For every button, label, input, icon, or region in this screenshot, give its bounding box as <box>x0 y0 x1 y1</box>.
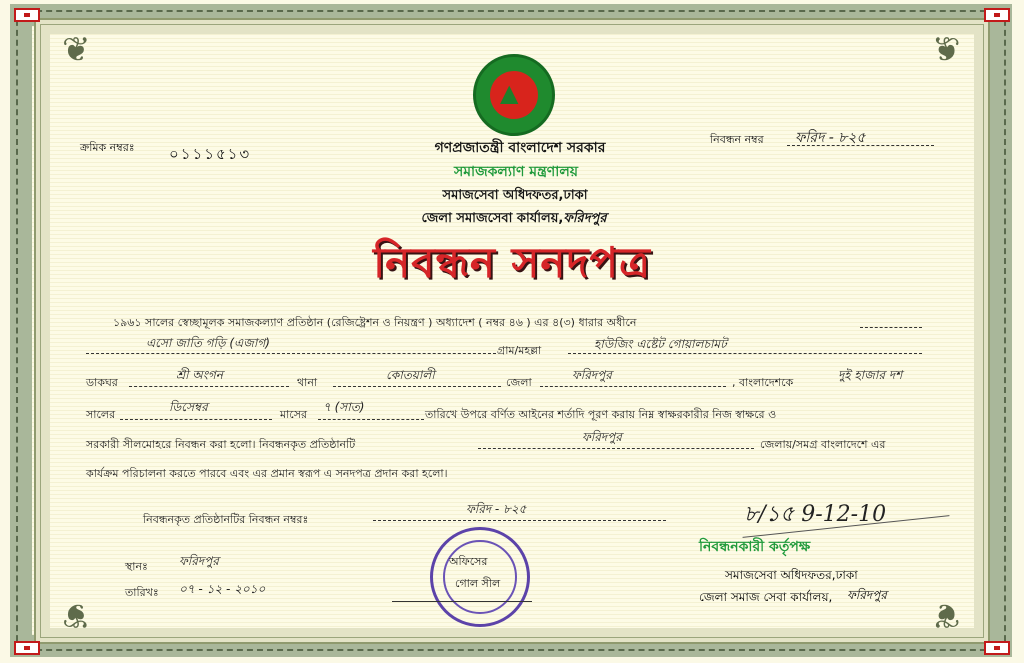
place-value: ফরিদপুর <box>179 554 219 568</box>
body-line-5-tail: জেলায়/সমগ্র বাংলাদেশে এর <box>760 438 886 451</box>
registration-dash-line <box>787 145 934 146</box>
area-value: ফরিদপুর <box>582 430 622 444</box>
corner-box-top-right <box>984 8 1010 22</box>
flourish-top-left-icon: ❦ <box>62 30 91 70</box>
flourish-bottom-left-icon: ❦ <box>62 595 91 635</box>
date-value: ০৭ - ১২ - ২০১০ <box>179 582 266 596</box>
day-value: ৭ (সাত) <box>323 400 365 414</box>
corner-box-bottom-right <box>984 641 1010 655</box>
area-dash <box>478 448 754 449</box>
month-dash <box>120 419 272 420</box>
post-office-label: ডাকঘর <box>86 376 118 389</box>
body-line-1-dash <box>860 327 922 328</box>
authority-district: ফরিদপুর <box>847 588 887 602</box>
authority-title: নিবন্ধনকারী কর্তৃপক্ষ <box>699 539 811 555</box>
village-dash <box>568 353 922 354</box>
district-office-handwritten: ফরিদপুর <box>563 211 607 226</box>
district-office-name <box>421 209 606 230</box>
flourish-bottom-right-icon: ❦ <box>931 595 960 635</box>
year-label: সালের <box>86 408 116 421</box>
footer-registration-label: নিবন্ধনকৃত প্রতিষ্ঠানটির নিবন্ধন নম্বরঃ <box>143 513 309 526</box>
thana-value: কোতয়ালী <box>386 368 435 382</box>
corner-box-top-left <box>14 8 40 22</box>
district-value: ফরিদপুর <box>572 368 612 382</box>
bangladesh-map-icon: ▲ <box>500 79 519 107</box>
authority-office: জেলা সমাজ সেবা কার্যালয়, <box>699 590 833 604</box>
thana-dash <box>333 386 501 387</box>
district-office-label: জেলা সমাজসেবা কার্যালয়, <box>421 211 564 226</box>
post-office-value: শ্রী অংগন <box>176 368 223 382</box>
corner-box-bottom-left <box>14 641 40 655</box>
authority-department: সমাজসেবা অধিদফতর,ঢাকা <box>725 568 858 582</box>
serial-label: ক্রমিক নম্বরঃ <box>80 141 135 154</box>
seal-underline <box>392 601 532 602</box>
government-seal-icon <box>473 54 555 136</box>
registration-label: নিবন্ধন নম্বর <box>710 133 764 146</box>
place-label: স্থানঃ <box>125 560 148 573</box>
country-label: , বাংলাদেশকে <box>732 376 794 389</box>
footer-registration-value: ফরিদ - ৮২৫ <box>466 502 527 516</box>
registration-number: ফরিদ - ৮২৫ <box>795 130 866 146</box>
flourish-top-right-icon: ❦ <box>931 30 960 70</box>
certificate-title: নিবন্ধন সনদপত্র <box>373 238 651 287</box>
seal-line-1: অফিসের <box>449 555 488 568</box>
seal-line-2: গোল সীল <box>455 577 501 590</box>
body-line-5-head: সরকারী সীলমোহরে নিবন্ধন করা হলো। নিবন্ধনকৃত প্রতিষ্ঠানটি <box>86 438 356 451</box>
body-line-4-tail: তারিখে উপরে বর্ণিত আইনের শর্তাদি পূরণ করায় নিম্ন স্বাক্ষরকারীর নিজ স্বাক্ষরে ও <box>425 408 777 421</box>
month-value: ডিসেম্বর <box>169 400 208 414</box>
org-name-dash <box>86 353 496 354</box>
body-line-1: ১৯৬১ সালের স্বেচ্ছামূলক সমাজকল্যাণ প্রতিষ্ঠান (রেজিষ্ট্রেশন ও নিয়ন্ত্রণ ) অধ্যাদেশ ( নম্বর ৪৬ ) এর ৪(৩) ধারার অধীনে <box>113 316 637 329</box>
thana-label: থানা <box>297 376 318 389</box>
signature: ৮/১৫ 9-12-10 <box>744 502 887 527</box>
department-name: সমাজসেবা অধিদফতর,ঢাকা <box>442 188 588 203</box>
district-dash <box>540 386 726 387</box>
year-value: দুই হাজার দশ <box>838 368 903 382</box>
body-line-6: কার্যক্রম পরিচালনা করতে পারবে এবং এর প্রমান স্বরূপ এ সনদপত্র প্রদান করা হলো। <box>86 467 448 480</box>
month-label: মাসের <box>280 408 308 421</box>
organization-name: এসো জাতি গড়ি (এজাগ) <box>146 336 270 350</box>
district-label: জেলা <box>506 376 532 389</box>
serial-number: ০১১১৫১৩ <box>169 145 252 163</box>
village-value: হাউজিং এষ্টেট গোয়ালচামট <box>594 337 727 351</box>
ministry-name: সমাজকল্যাণ মন্ত্রণালয় <box>454 164 578 180</box>
village-label: গ্রাম/মহল্লা <box>497 344 542 357</box>
footer-registration-dash <box>373 520 666 521</box>
government-name: গণপ্রজাতন্ত্রী বাংলাদেশ সরকার <box>434 140 606 156</box>
date-label: তারিখঃ <box>125 586 159 599</box>
post-office-dash <box>129 386 289 387</box>
day-dash <box>318 419 424 420</box>
